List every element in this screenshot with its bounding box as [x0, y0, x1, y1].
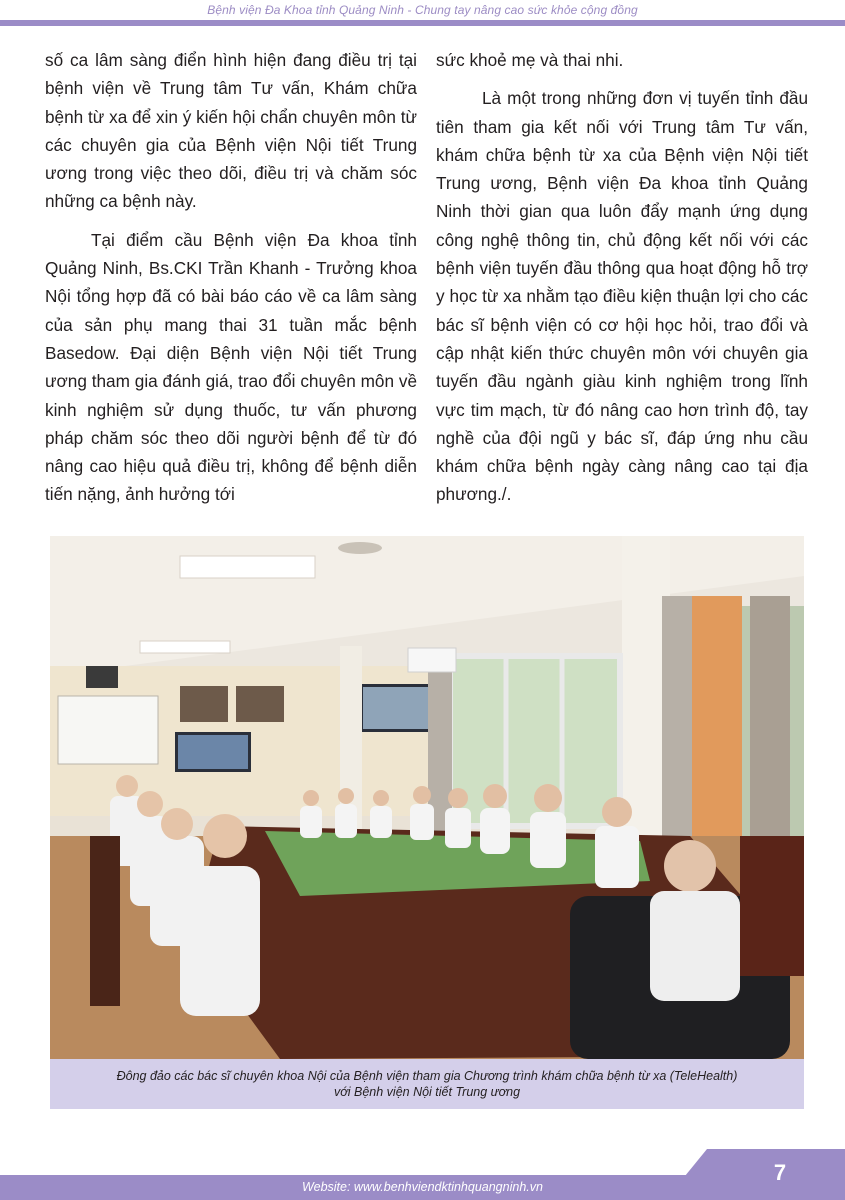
photo-caption-box: [50, 1059, 804, 1109]
right-paragraph-2: Là một trong những đơn vị tuyến tỉnh đầu tiên tham gia kết nối với Trung tâm Tư vấn, khám chữa bệnh từ xa của Bệnh viện Nội tiết Trung ương, Bệnh viện Đa khoa tỉnh Quảng Ninh thời gian qua luôn đẩy mạnh ứng dụng công nghệ thông tin, chủ động kết nối với các bệnh viện tuyến đầu thông qua hoạt động hỗ trợ y học từ xa nhằm tạo điều kiện thuận lợi cho các bác sĩ bệnh viện có cơ hội học hỏi, trao đổi và cập nhật kiến thức chuyên môn với chuyên gia tuyến đầu ngành giàu kinh nghiệm trong lĩnh vực tim mạch, từ đó nâng cao hơn trình độ, tay nghề của đội ngũ y bác sĩ, đáp ứng nhu cầu khám chữa bệnh ngày càng nâng cao tại địa phương./.: [436, 88, 808, 505]
meeting-room-photo: [50, 536, 804, 1059]
article-left-column: [45, 46, 417, 509]
left-paragraph-1: số ca lâm sàng điển hình hiện đang điều trị tại bệnh viện về Trung tâm Tư vấn, Khám chữa bệnh từ xa để xin ý kiến hội chẩn chuyên môn từ các chuyên gia của Bệnh viện Nội tiết Trung ương trong việc theo dõi, điều trị và chăm sóc những ca bệnh này.: [45, 50, 417, 212]
right-paragraph-1: sức khoẻ mẹ và thai nhi.: [436, 50, 624, 70]
left-paragraph-2: Tại điểm cầu Bệnh viện Đa khoa tỉnh Quảng Ninh, Bs.CKI Trần Khanh - Trưởng khoa Nội tổng hợp đã có bài báo cáo về ca lâm sàng của sản phụ mang thai 31 tuần mắc bệnh Basedow. Đại diện Bệnh viện Nội tiết Trung ương tham gia đánh giá, trao đổi chuyên môn về kinh nghiệm sử dụng thuốc, tư vấn phương pháp chăm sóc theo dõi người bệnh để từ đó nâng cao hiệu quả điều trị, không để bệnh diễn tiến nặng, ảnh hưởng tới: [45, 229, 417, 505]
caption-line-1: Đông đảo các bác sĩ chuyên khoa Nội của Bệnh viện tham gia Chương trình khám chữa bệnh từ xa (TeleHealth): [116, 1069, 738, 1083]
page-header: [0, 0, 845, 26]
header-title: Bệnh viện Đa Khoa tỉnh Quảng Ninh - Chung tay nâng cao sức khỏe cộng đồng: [207, 3, 638, 17]
footer-website[interactable]: Website: www.benhviendktinhquangninh.vn: [302, 1180, 543, 1194]
photo-caption: [50, 1068, 804, 1100]
page-number: 7: [773, 1160, 787, 1185]
caption-line-2: với Bệnh viện Nội tiết Trung ương: [333, 1085, 521, 1099]
article-right-column: [436, 46, 808, 509]
header-rule: [0, 20, 845, 26]
